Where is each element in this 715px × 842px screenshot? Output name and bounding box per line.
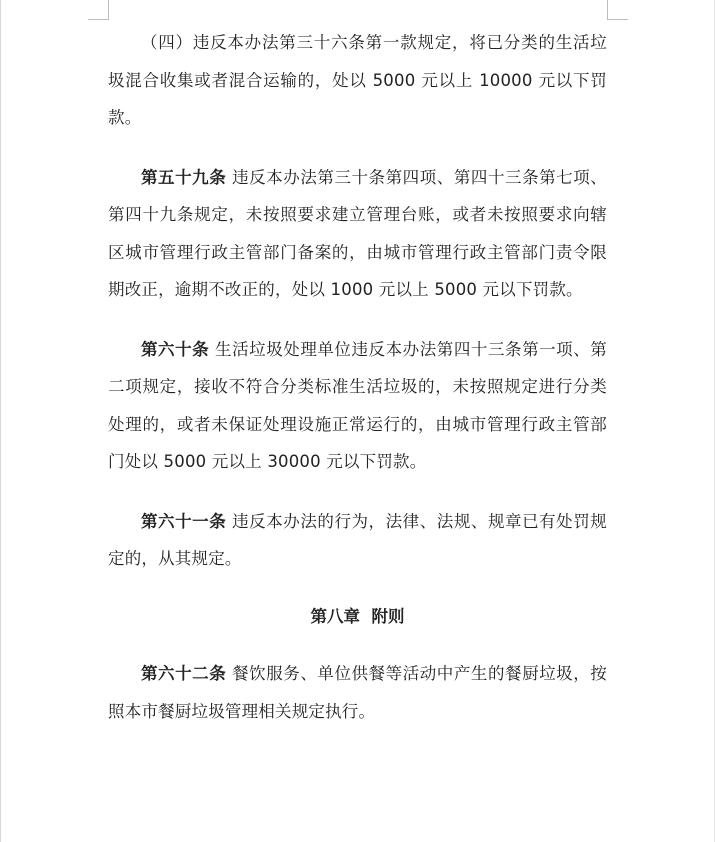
article-60-title: 第六十条 bbox=[141, 339, 210, 359]
paragraph-spacer bbox=[108, 578, 607, 598]
article-62-text: 餐饮服务、单位供餐等活动中产生的餐厨垃圾，按照本市餐厨垃圾管理相关规定执行。 bbox=[108, 664, 607, 721]
article-62-paragraph bbox=[108, 655, 607, 730]
page-edge-left bbox=[0, 0, 1, 842]
article-61-title: 第六十一条 bbox=[141, 511, 227, 531]
article-59-paragraph bbox=[108, 159, 607, 309]
article-61-paragraph bbox=[108, 503, 607, 578]
article-61-text: 违反本办法的行为，法律、法规、规章已有处罚规定的，从其规定。 bbox=[108, 511, 607, 568]
crop-mark-top-right bbox=[607, 0, 628, 20]
paragraph-spacer bbox=[108, 481, 607, 503]
article-59-text: 违反本办法第三十条第四项、第四十三条第七项、第四十九条规定，未按照要求建立管理台账，或者未按照要求向辖区城市管理行政主管部门备案的，由城市管理行政主管部门责令限期改正，逾期不改正的，处以 1000 元以上 5000 元以下罚款。 bbox=[108, 167, 607, 299]
clause-four-text: （四）违反本办法第三十六条第一款规定，将已分类的生活垃圾混合收集或者混合运输的，处以 5000 元以上 10000 元以下罚款。 bbox=[108, 33, 607, 127]
paragraph-spacer bbox=[108, 309, 607, 331]
article-59-title: 第五十九条 bbox=[141, 167, 227, 187]
article-62-title: 第六十二条 bbox=[141, 664, 227, 683]
chapter-8-heading: 第八章 附则 bbox=[310, 606, 405, 626]
crop-mark-top-left bbox=[88, 0, 109, 20]
paragraph-spacer bbox=[108, 137, 607, 159]
document-body bbox=[108, 24, 607, 730]
article-60-paragraph bbox=[108, 331, 607, 481]
paragraph-spacer bbox=[108, 635, 607, 655]
clause-four-paragraph bbox=[108, 24, 607, 137]
article-60-text: 生活垃圾处理单位违反本办法第四十三条第一项、第二项规定，接收不符合分类标准生活垃圾的，未按照规定进行分类处理的，或者未保证处理设施正常运行的，由城市管理行政主管部门处以 5000 元以上 30000 元以下罚款。 bbox=[108, 339, 607, 471]
